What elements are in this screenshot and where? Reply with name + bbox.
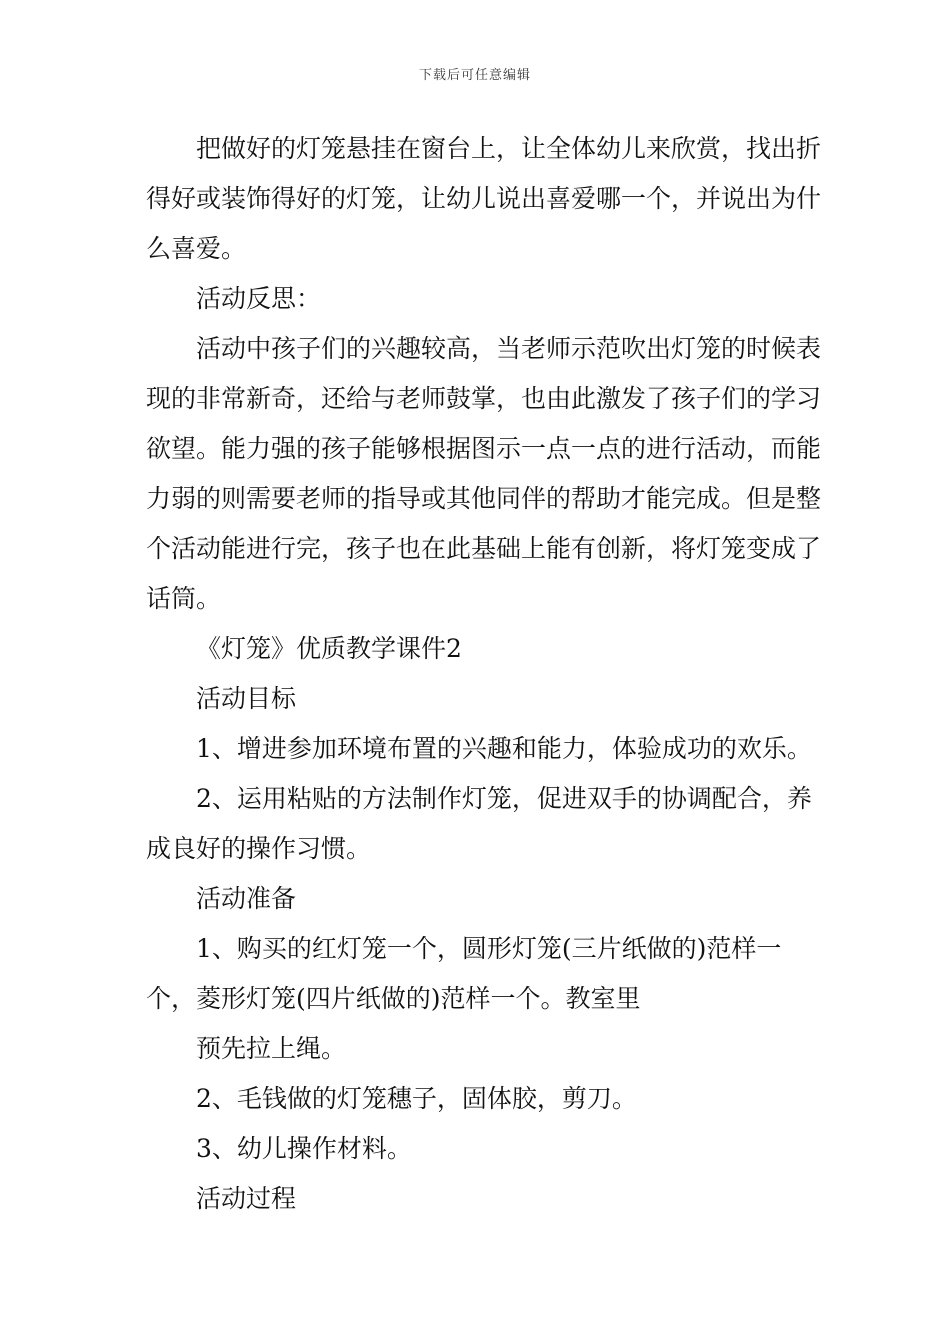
heading-activity-process: 活动过程: [196, 1184, 297, 1213]
heading-activity-reflection: 活动反思：: [196, 284, 322, 313]
page-header-note: 下载后可任意编辑: [418, 68, 531, 83]
document-body: [146, 124, 826, 1224]
paragraph-reflection-body: 活动中孩子们的兴趣较高，当老师示范吹出灯笼的时候表现的非常新奇，还给与老师鼓掌，也由此激发了孩子们的学习欲望。能力强的孩子能够根据图示一点一点的进行活动，而能力弱的则需要老师的指导或其他同伴的帮助才能完成。但是整个活动能进行完，孩子也在此基础上能有创新，将灯笼变成了话筒。: [146, 334, 822, 613]
paragraph-display-lanterns: 把做好的灯笼悬挂在窗台上，让全体幼儿来欣赏，找出折得好或装饰得好的灯笼，让幼儿说出喜爱哪一个，并说出为什么喜爱。: [146, 134, 822, 263]
heading-activity-preparation: 活动准备: [196, 884, 297, 913]
heading-activity-goals: 活动目标: [196, 684, 297, 713]
goal-item-2: 2、运用粘贴的方法制作灯笼，促进双手的协调配合，养成良好的操作习惯。: [146, 784, 812, 863]
preparation-item-1-continued: 预先拉上绳。: [196, 1034, 347, 1063]
heading-courseware-title: 《灯笼》优质教学课件2: [196, 634, 462, 663]
preparation-item-1: 1、购买的红灯笼一个，圆形灯笼(三片纸做的)范样一个，菱形灯笼(四片纸做的)范样一个。教室里: [146, 934, 782, 1013]
preparation-item-3: 3、幼儿操作材料。: [196, 1134, 412, 1163]
preparation-item-2: 2、毛钱做的灯笼穗子，固体胶，剪刀。: [196, 1084, 637, 1113]
goal-item-1: 1、增进参加环境布置的兴趣和能力，体验成功的欢乐。: [196, 734, 812, 763]
